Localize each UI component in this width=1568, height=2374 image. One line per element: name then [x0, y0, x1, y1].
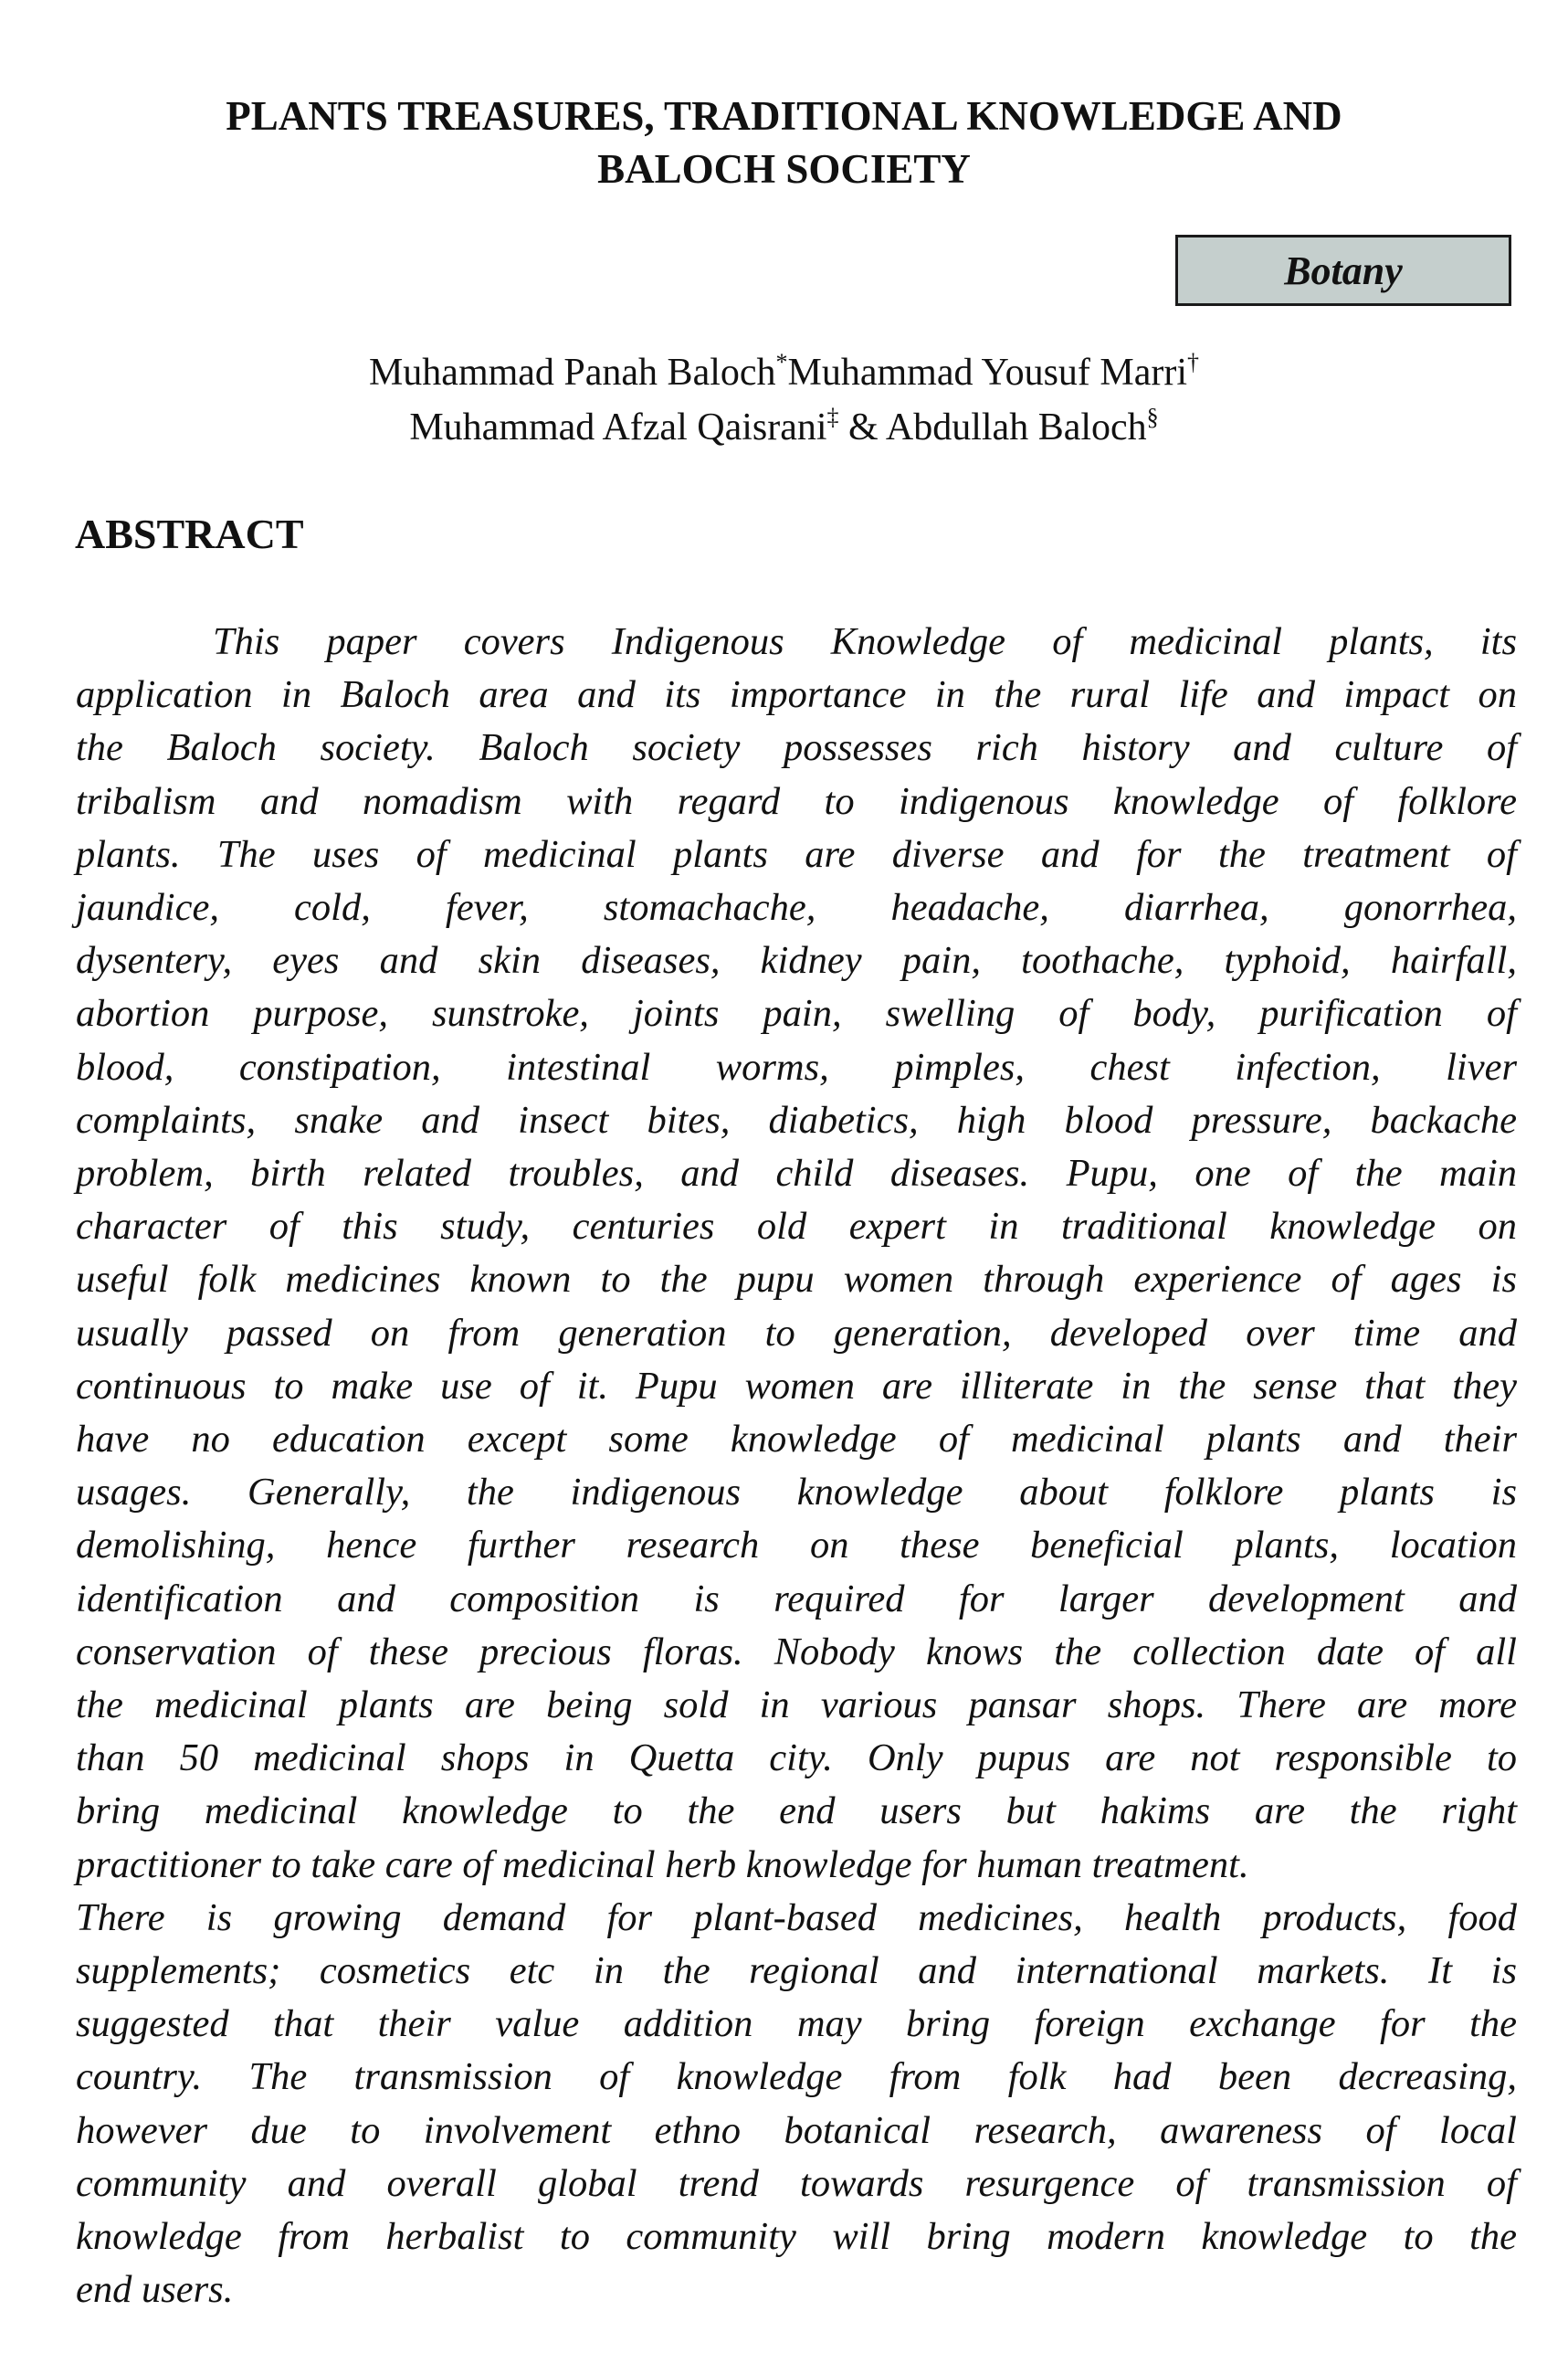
- abstract-line: supplements; cosmetics etc in the regional and international markets. It is: [76, 1949, 1517, 1993]
- abstract-line: identification and composition is required for larger development and: [76, 1577, 1517, 1620]
- abstract-line: jaundice, cold, fever, stomachache, headache, diarrhea, gonorrhea,: [76, 886, 1517, 930]
- abstract-heading: ABSTRACT: [75, 511, 304, 557]
- subject-label: Botany: [1284, 248, 1403, 293]
- abstract-line: application in Baloch area and its importance in the rural life and impact on: [76, 673, 1517, 717]
- subject-label-box: [1175, 235, 1511, 306]
- abstract-line: the Baloch society. Baloch society possesses rich history and culture of: [76, 726, 1517, 770]
- title-line-2: BALOCH SOCIETY: [597, 146, 971, 192]
- abstract-line: the medicinal plants are being sold in various pansar shops. There are more: [76, 1683, 1517, 1727]
- footnote-mark: †: [1187, 349, 1200, 375]
- abstract-line: blood, constipation, intestinal worms, pimples, chest infection, liver: [76, 1045, 1517, 1089]
- abstract-line: have no education except some knowledge of medicinal plants and their: [76, 1418, 1517, 1461]
- abstract-line: dysentery, eyes and skin diseases, kidney pain, toothache, typhoid, hairfall,: [76, 939, 1517, 983]
- abstract-line: than 50 medicinal shops in Quetta city. Only pupus are not responsible to: [76, 1736, 1517, 1780]
- abstract-line: complaints, snake and insect bites, diabetics, high blood pressure, backache: [76, 1098, 1517, 1142]
- abstract-line: abortion purpose, sunstroke, joints pain, swelling of body, purification of: [76, 992, 1517, 1036]
- abstract-body: [76, 616, 1517, 2317]
- abstract-line: This paper covers Indigenous Knowledge of medicinal plants, its: [213, 620, 1517, 663]
- abstract-line: usages. Generally, the indigenous knowledge about folklore plants is: [76, 1471, 1517, 1514]
- author-name: & Abdullah Baloch: [848, 406, 1147, 448]
- abstract-line: country. The transmission of knowledge from folk had been decreasing,: [76, 2055, 1517, 2099]
- title-line-1: PLANTS TREASURES, TRADITIONAL KNOWLEDGE AND: [226, 93, 1342, 139]
- abstract-line: suggested that their value addition may bring foreign exchange for the: [76, 2002, 1517, 2046]
- footnote-mark: ‡: [826, 404, 839, 430]
- abstract-line: end users.: [76, 2268, 234, 2312]
- abstract-line: practitioner to take care of medicinal herb knowledge for human treatment.: [76, 1842, 1249, 1886]
- abstract-line: There is growing demand for plant-based medicines, health products, food: [76, 1895, 1517, 1939]
- author-line-2: [0, 400, 1568, 455]
- abstract-line: plants. The uses of medicinal plants are diverse and for the treatment of: [76, 832, 1517, 876]
- author-name: Muhammad Yousuf Marri: [787, 352, 1188, 394]
- abstract-line: useful folk medicines known to the pupu women through experience of ages is: [76, 1258, 1517, 1302]
- author-name: Muhammad Afzal Qaisrani: [409, 406, 827, 448]
- author-line-1: [0, 345, 1568, 400]
- abstract-line: however due to involvement ethno botanical research, awareness of local: [76, 2108, 1517, 2152]
- abstract-line: knowledge from herbalist to community will bring modern knowledge to the: [76, 2215, 1517, 2259]
- author-name: Muhammad Panah Baloch: [368, 352, 776, 394]
- abstract-line: community and overall global trend towards resurgence of transmission of: [76, 2161, 1517, 2205]
- abstract-line: demolishing, hence further research on these beneficial plants, location: [76, 1524, 1517, 1567]
- paper-title: [0, 90, 1568, 195]
- footnote-mark: *: [775, 349, 788, 375]
- abstract-line: tribalism and nomadism with regard to indigenous knowledge of folklore: [76, 779, 1517, 823]
- abstract-line: character of this study, centuries old expert in traditional knowledge on: [76, 1205, 1517, 1249]
- abstract-line: problem, birth related troubles, and child diseases. Pupu, one of the main: [76, 1152, 1517, 1196]
- abstract-line: usually passed on from generation to generation, developed over time and: [76, 1311, 1517, 1355]
- abstract-line: conservation of these precious floras. Nobody knows the collection date of all: [76, 1630, 1517, 1673]
- abstract-line: bring medicinal knowledge to the end users but hakims are the right: [76, 1789, 1517, 1833]
- abstract-line: continuous to make use of it. Pupu women are illiterate in the sense that they: [76, 1364, 1517, 1408]
- footnote-mark: §: [1146, 404, 1159, 430]
- author-list: [0, 345, 1568, 455]
